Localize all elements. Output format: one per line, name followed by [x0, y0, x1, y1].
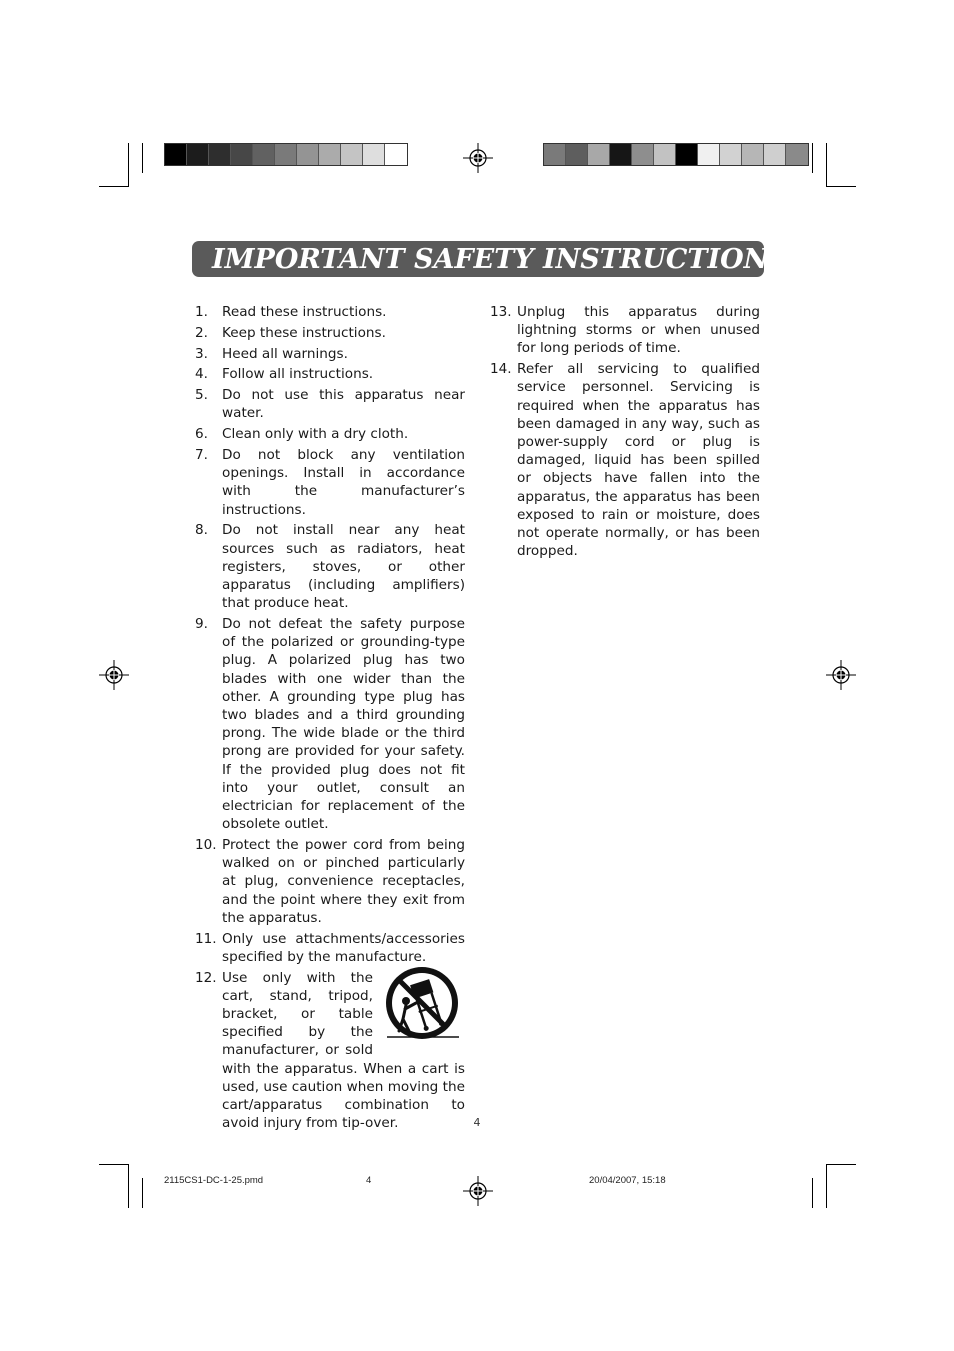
- color-swatch: [720, 144, 742, 165]
- color-swatch: [341, 144, 363, 165]
- color-swatch: [297, 144, 319, 165]
- page-title: IMPORTANT SAFETY INSTRUCTIONS: [212, 244, 788, 275]
- registration-mark-icon: [99, 660, 129, 690]
- list-item: 1. Read these instructions.: [195, 304, 387, 320]
- list-item: 11. Only use attachments/accessories specified by the manufacture.: [195, 930, 465, 965]
- color-swatch: [676, 144, 698, 165]
- color-swatch: [165, 144, 187, 165]
- color-swatch: [786, 144, 808, 165]
- list-item: 2. Keep these instructions.: [195, 324, 386, 341]
- color-swatch: [275, 144, 297, 165]
- footer-filename: 2115CS1-DC-1-25.pmd: [164, 1175, 264, 1186]
- color-swatch: [698, 144, 720, 165]
- color-swatch: [764, 144, 786, 165]
- color-swatch: [209, 144, 231, 165]
- footer-timestamp: 20/04/2007, 15:18: [589, 1175, 666, 1186]
- list-item: 9. Do not defeat the safety purpose of the polarized or grounding-type plug. A polarized plug has two blades with one wider than the other. A grounding type plug has two blades and a third grounding prong. The wide blade or the third prong are provided for your safety. If the provided plug does not fit into your outlet, consult an electrician for replacement of the obsolete outlet.: [195, 616, 465, 833]
- list-item: 13. Unplug this apparatus during lightning storms or when unused for long periods of time.: [490, 304, 760, 357]
- registration-mark-icon: [826, 660, 856, 690]
- list-item: 12. Use only with the cart, stand, tripod, bracket, or table specified by the manufacturer, or sold with the apparatus. When a cart is used, use caution when moving the cart/apparatus combination to avoid injury from tip-over.: [195, 969, 465, 1133]
- page-number: 4: [473, 1116, 481, 1129]
- color-swatch: [231, 144, 253, 165]
- color-swatch: [187, 144, 209, 165]
- color-bar-left: [164, 143, 408, 166]
- color-bar-right: [543, 143, 809, 166]
- list-item: 14. Refer all servicing to qualified service personnel. Servicing is required when the apparatus has been damaged in any way, such as power-supply cord or plug is damaged, liquid has been spilled or objects have fallen into the apparatus, the apparatus has been exposed to rain or moisture, does not operate normally, or has been dropped.: [490, 361, 760, 560]
- color-swatch: [654, 144, 676, 165]
- color-swatch: [566, 144, 588, 165]
- cart-tip-over-warning-icon: [379, 965, 465, 1047]
- color-swatch: [363, 144, 385, 165]
- color-swatch: [385, 144, 407, 165]
- list-item: 5. Do not use this apparatus near water.: [195, 387, 465, 422]
- list-item: 6. Clean only with a dry cloth.: [195, 426, 409, 443]
- color-swatch: [632, 144, 654, 165]
- footer-page: 4: [366, 1175, 372, 1186]
- color-swatch: [544, 144, 566, 165]
- color-swatch: [253, 144, 275, 165]
- list-item: 7. Do not block any ventilation openings. Install in accordance with the manufacturer’s instructions.: [195, 446, 465, 518]
- list-item: 8. Do not install near any heat sources such as radiators, heat registers, stoves, or other apparatus (including amplifiers) that produce heat.: [195, 522, 465, 612]
- color-swatch: [742, 144, 764, 165]
- color-swatch: [588, 144, 610, 165]
- registration-mark-icon: [463, 143, 493, 173]
- list-item: 4. Follow all instructions.: [195, 366, 374, 383]
- instructions-left-column: [195, 303, 465, 1135]
- color-swatch: [610, 144, 632, 165]
- instructions-right-column: [490, 303, 760, 563]
- list-item: 3. Heed all warnings.: [195, 345, 348, 362]
- list-item: 10. Protect the power cord from being walked on or pinched particularly at plug, convenience receptacles, and the point where they exit from the apparatus.: [195, 837, 465, 926]
- registration-mark-icon: [463, 1176, 493, 1206]
- color-swatch: [319, 144, 341, 165]
